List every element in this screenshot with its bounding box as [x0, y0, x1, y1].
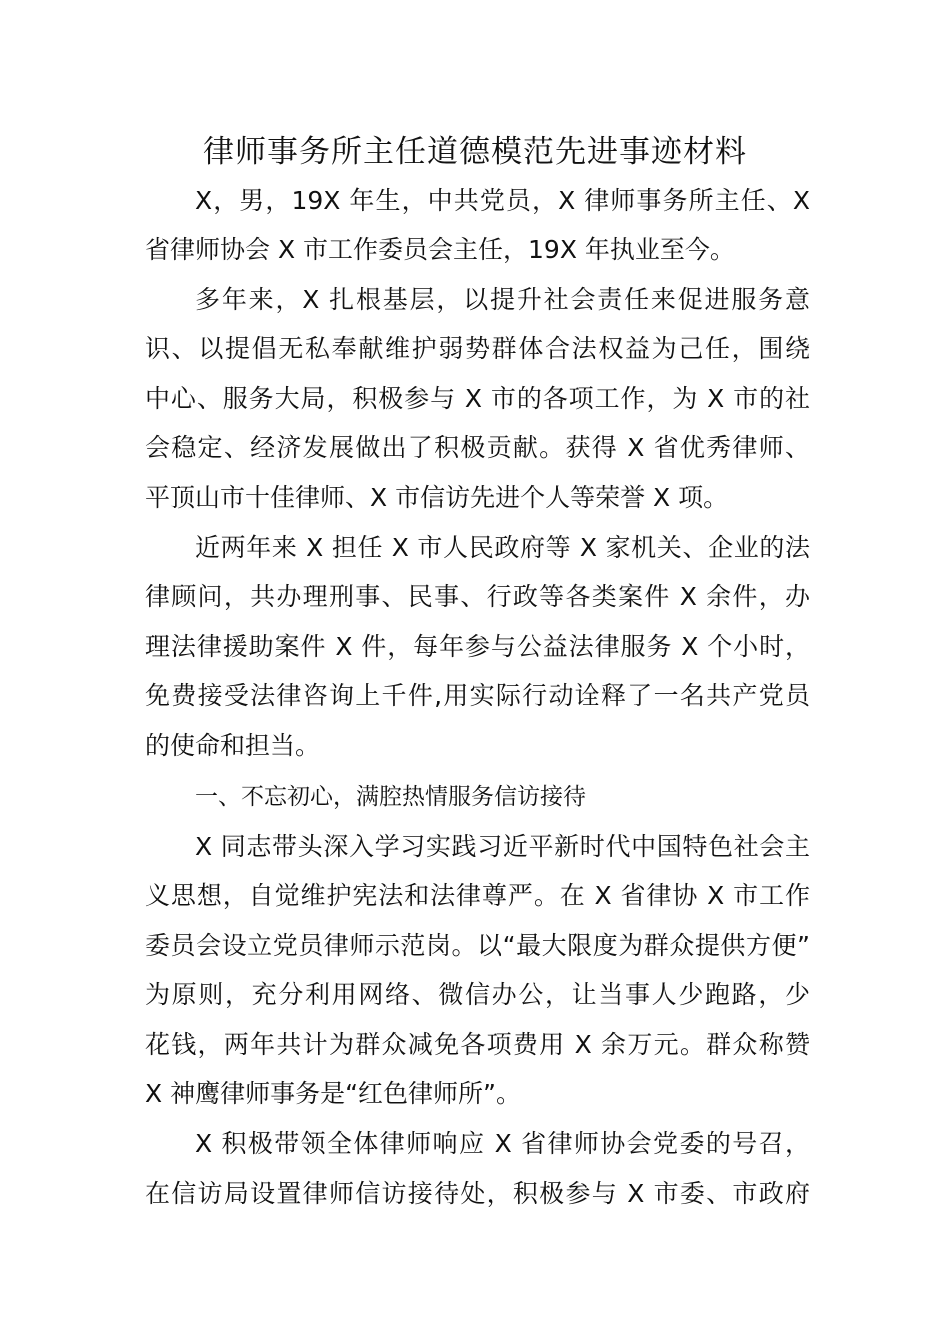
paragraph-line: 近两年来 X 担任 X 市人民政府等 X 家机关、企业的法: [195, 533, 810, 562]
document-title: 律师事务所主任道德模范先进事迹材料: [203, 134, 747, 170]
paragraph-line: 免费接受法律咨询上千件,用实际行动诠释了一名共产党员: [145, 681, 810, 710]
paragraph-line: 为原则，充分利用网络、微信办公，让当事人少跑路，少: [145, 980, 810, 1009]
paragraph-line: X 同志带头深入学习实践习近平新时代中国特色社会主: [195, 832, 810, 861]
paragraph-line: 识、以提倡无私奉献维护弱势群体合法权益为己任，围绕: [145, 334, 810, 363]
paragraph-line: 律顾问，共办理刑事、民事、行政等各类案件 X 余件，办: [145, 582, 810, 611]
paragraph-line: 花钱，两年共计为群众减免各项费用 X 余万元。群众称赞: [145, 1030, 810, 1059]
paragraph-line: X 神鹰律师事务是“红色律师所”。: [145, 1079, 521, 1108]
paragraph-line: 平顶山市十佳律师、X 市信访先进个人等荣誉 X 项。: [145, 483, 729, 512]
section-heading: 一、不忘初心，满腔热情服务信访接待: [195, 784, 586, 810]
paragraph-line: 会稳定、经济发展做出了积极贡献。获得 X 省优秀律师、: [145, 433, 810, 462]
paragraph-line: 理法律援助案件 X 件，每年参与公益法律服务 X 个小时，: [145, 632, 810, 661]
paragraph-line: 的使命和担当。: [145, 731, 321, 760]
paragraph-line: 在信访局设置律师信访接待处，积极参与 X 市委、市政府: [145, 1179, 810, 1208]
paragraph-line: 义思想，自觉维护宪法和法律尊严。在 X 省律协 X 市工作: [145, 881, 810, 910]
paragraph-line: 省律师协会 X 市工作委员会主任，19X 年执业至今。: [145, 235, 735, 264]
paragraph-line: 委员会设立党员律师示范岗。以“最大限度为群众提供方便”: [145, 931, 810, 960]
paragraph-line: 多年来，X 扎根基层，以提升社会责任来促进服务意: [195, 285, 810, 314]
paragraph-line: X 积极带领全体律师响应 X 省律师协会党委的号召，: [195, 1129, 810, 1158]
paragraph-line: 中心、服务大局，积极参与 X 市的各项工作，为 X 市的社: [145, 384, 810, 413]
paragraph-line: X，男，19X 年生，中共党员，X 律师事务所主任、X: [195, 186, 810, 215]
